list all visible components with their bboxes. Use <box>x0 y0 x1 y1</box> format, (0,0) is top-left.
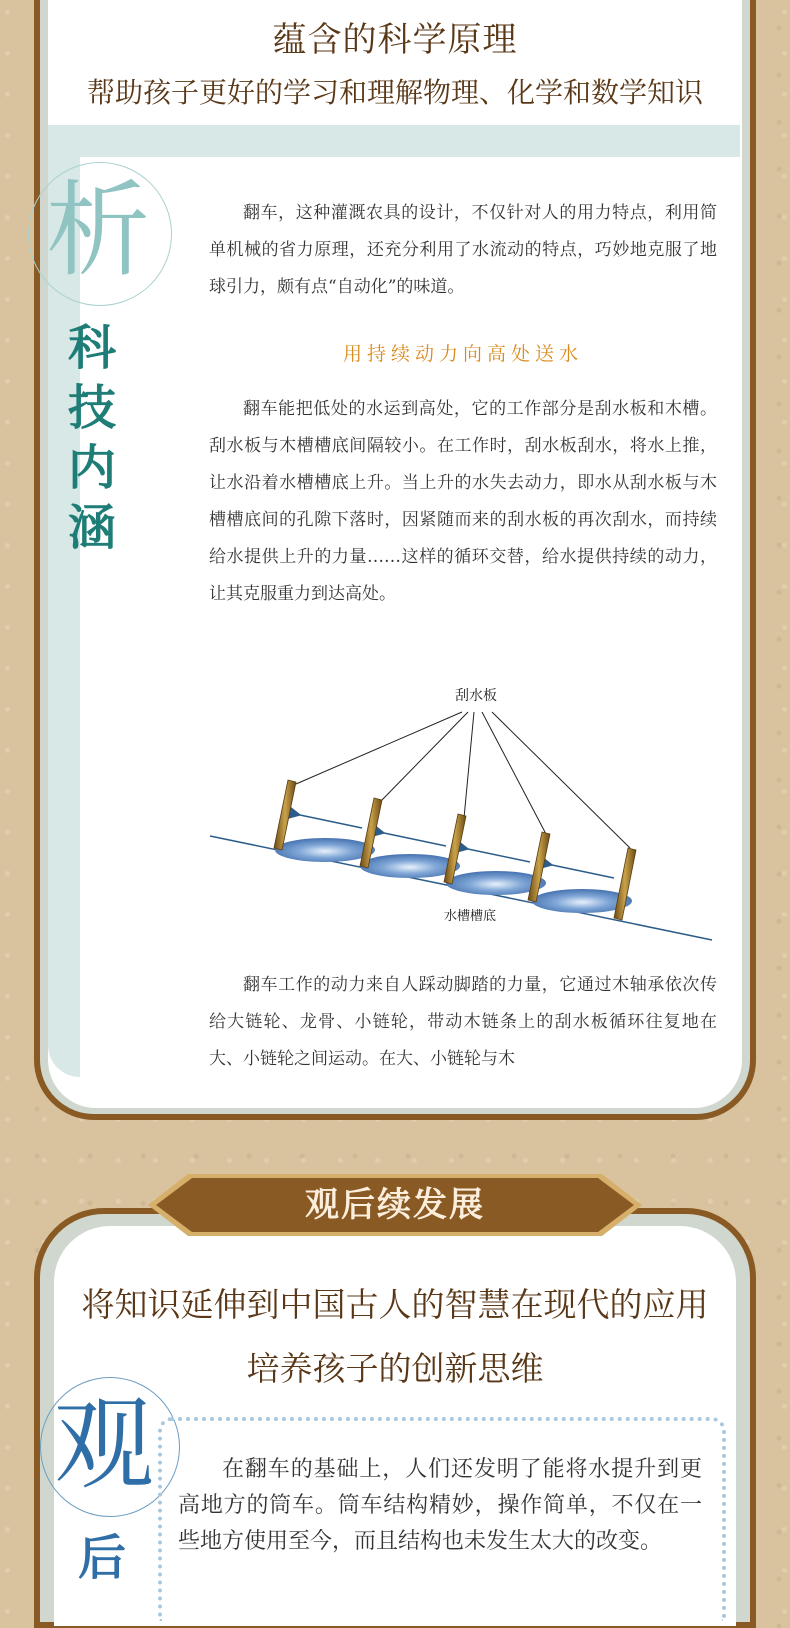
paragraph-power: 翻车工作的动力来自人踩动脚踏的力量，它通过木轴承依次传给大链轮、龙骨、小链轮，带动木链条上的刮水板循环往复地在大、小链轮之间运动。在大、小链轮与木 <box>209 975 717 1069</box>
flow-arrow <box>384 833 446 846</box>
diagram-label-trough: 水槽槽底 <box>443 909 497 924</box>
section2-header <box>54 1278 736 1396</box>
vertical-label <box>62 318 122 558</box>
big-char-xi: 析 <box>46 169 151 291</box>
big-char-guan: 观 <box>54 1386 154 1503</box>
vertical-label-char: 技 <box>67 380 116 436</box>
vertical-label-char: 内 <box>67 440 116 496</box>
section2-banner-title: 观后续发展 <box>305 1185 485 1225</box>
paragraph-development: 在翻车的基础上，人们还发明了能将水提升到更高地方的筒车。筒车结构精妙，操作简单，不仅在一些地方使用至今，而且结构也未发生太大的改变。 <box>178 1457 702 1554</box>
section1-header <box>50 0 740 111</box>
paddle-board <box>614 848 636 920</box>
section1-subtitle: 帮助孩子更好的学习和理解物理、化学和数学知识 <box>86 76 703 109</box>
section2-title-line1: 将知识延伸到中国古人的智慧在现代的应用 <box>81 1285 709 1324</box>
section2-title-line2: 培养孩子的创新思维 <box>246 1349 544 1388</box>
waterwheel-diagram <box>200 680 720 950</box>
flow-arrow <box>552 865 614 878</box>
section1-title: 蕴含的科学原理 <box>272 20 518 60</box>
vertical-label-char: 科 <box>67 320 116 376</box>
paragraph-intro: 翻车，这种灌溉农具的设计，不仅针对人的用力特点，利用简单机械的省力原理，还充分利用了水流动的特点，巧妙地克服了地球引力，颇有点“自动化”的味道。 <box>209 203 717 297</box>
vertical-label-char: 后 <box>78 1530 127 1586</box>
diagram-label-paddle: 刮水板 <box>455 688 497 704</box>
panel1-teal-band <box>48 125 740 157</box>
water-pool <box>275 838 375 862</box>
water-pool <box>360 854 460 878</box>
vertical-label-char: 涵 <box>67 500 116 556</box>
flow-arrow <box>468 849 530 862</box>
paddle-board <box>444 814 466 884</box>
paragraph-mechanism: 翻车能把低处的水运到高处，它的工作部分是刮水板和木槽。刮水板与木槽槽底间隔较小。在工作时，刮水板刮水，将水上推，让水沿着水槽槽底上升。当上升的水失去动力，即水从刮水板与木槽槽底间的孔隙下落时，因紧随而来的刮水板的再次刮水，而持续给水提供上升的力量……这样的循环交替，给水提供持续的动力，让其克服重力到达高处。 <box>209 399 717 604</box>
flow-arrow <box>300 815 362 828</box>
paddle-board <box>528 832 550 902</box>
paddle-board <box>274 780 296 850</box>
section-heading: 用持续动力向高处送水 <box>342 343 583 365</box>
